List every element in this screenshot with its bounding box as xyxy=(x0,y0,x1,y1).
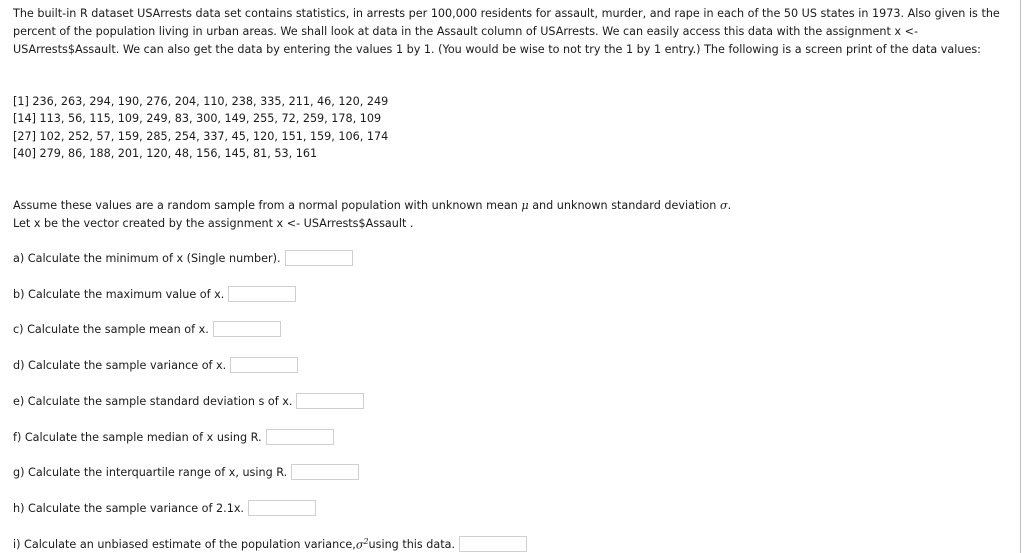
question-a-label: a) Calculate the minimum of x (Single number). xyxy=(13,251,281,265)
answer-e-input[interactable] xyxy=(296,393,364,409)
answer-i-input[interactable] xyxy=(459,536,527,552)
answer-g-input[interactable] xyxy=(291,464,359,480)
question-b-label: b) Calculate the maximum value of x. xyxy=(13,287,225,301)
question-b xyxy=(13,285,296,303)
question-d xyxy=(13,356,298,374)
answer-a-input[interactable] xyxy=(285,250,353,266)
answer-c-input[interactable] xyxy=(213,321,281,337)
data-line: [40] 279, 86, 188, 201, 120, 48, 156, 145, 81, 53, 161 xyxy=(13,146,318,160)
answer-h-input[interactable] xyxy=(248,500,316,516)
question-h-label: h) Calculate the sample variance of 2.1x. xyxy=(13,501,244,515)
intro-paragraph: The built-in R dataset USArrests data set contains statistics, in arrests per 100,000 residents for assault, murder, and rape in each of the 50 US states in 1973. Also given is the percent of the population living in urban areas. We shall look at data in the Assault column of USArrests. We can easily access this data with the assignment x <- USArrests$Assault. We can also get the data by entering the values 1 by 1. (You would be wise to not try the 1 by 1 entry.) The following is a screen print of the data values: xyxy=(13,7,1000,56)
assumption-line-2: Let x be the vector created by the assignment x <- USArrests$Assault . xyxy=(13,216,414,230)
squared-superscript: 2 xyxy=(363,536,369,546)
question-i-label-b: using this data. xyxy=(368,537,456,551)
data-line: [27] 102, 252, 57, 159, 285, 254, 337, 45, 120, 151, 159, 106, 174 xyxy=(13,129,389,143)
assumption-text-a: Assume these values are a random sample from a normal population with unknown mean xyxy=(13,199,522,212)
question-i-label-a: i) Calculate an unbiased estimate of the population variance, xyxy=(13,537,356,551)
answer-b-input[interactable] xyxy=(228,286,296,302)
question-g xyxy=(13,463,359,481)
question-g-label: g) Calculate the interquartile range of x, using R. xyxy=(13,465,288,479)
question-d-label: d) Calculate the sample variance of x. xyxy=(13,358,227,372)
question-c-label: c) Calculate the sample mean of x. xyxy=(13,322,209,336)
question-e xyxy=(13,392,364,410)
sigma-symbol: σ xyxy=(719,199,728,212)
question-h xyxy=(13,499,316,517)
data-values-printout xyxy=(13,93,388,162)
data-line: [14] 113, 56, 115, 109, 249, 83, 300, 149, 255, 72, 259, 178, 109 xyxy=(13,112,382,126)
question-i xyxy=(13,535,527,553)
sigma-squared-symbol xyxy=(356,537,369,552)
sigma-symbol: σ xyxy=(355,538,364,552)
question-f xyxy=(13,428,334,446)
question-c xyxy=(13,320,281,338)
assumption-text-c: . xyxy=(727,199,732,212)
mu-symbol: μ xyxy=(521,199,529,212)
question-f-label: f) Calculate the sample median of x using R. xyxy=(13,430,262,444)
assumption-text xyxy=(13,197,731,232)
question-e-label: e) Calculate the sample standard deviation s of x. xyxy=(13,394,293,408)
assumption-line-1 xyxy=(13,197,731,215)
question-a xyxy=(13,249,353,267)
data-line: [1] 236, 263, 294, 190, 276, 204, 110, 238, 335, 211, 46, 120, 249 xyxy=(13,95,389,108)
answer-d-input[interactable] xyxy=(230,357,298,373)
assumption-text-b: and unknown standard deviation xyxy=(528,199,720,212)
answer-f-input[interactable] xyxy=(266,429,334,445)
